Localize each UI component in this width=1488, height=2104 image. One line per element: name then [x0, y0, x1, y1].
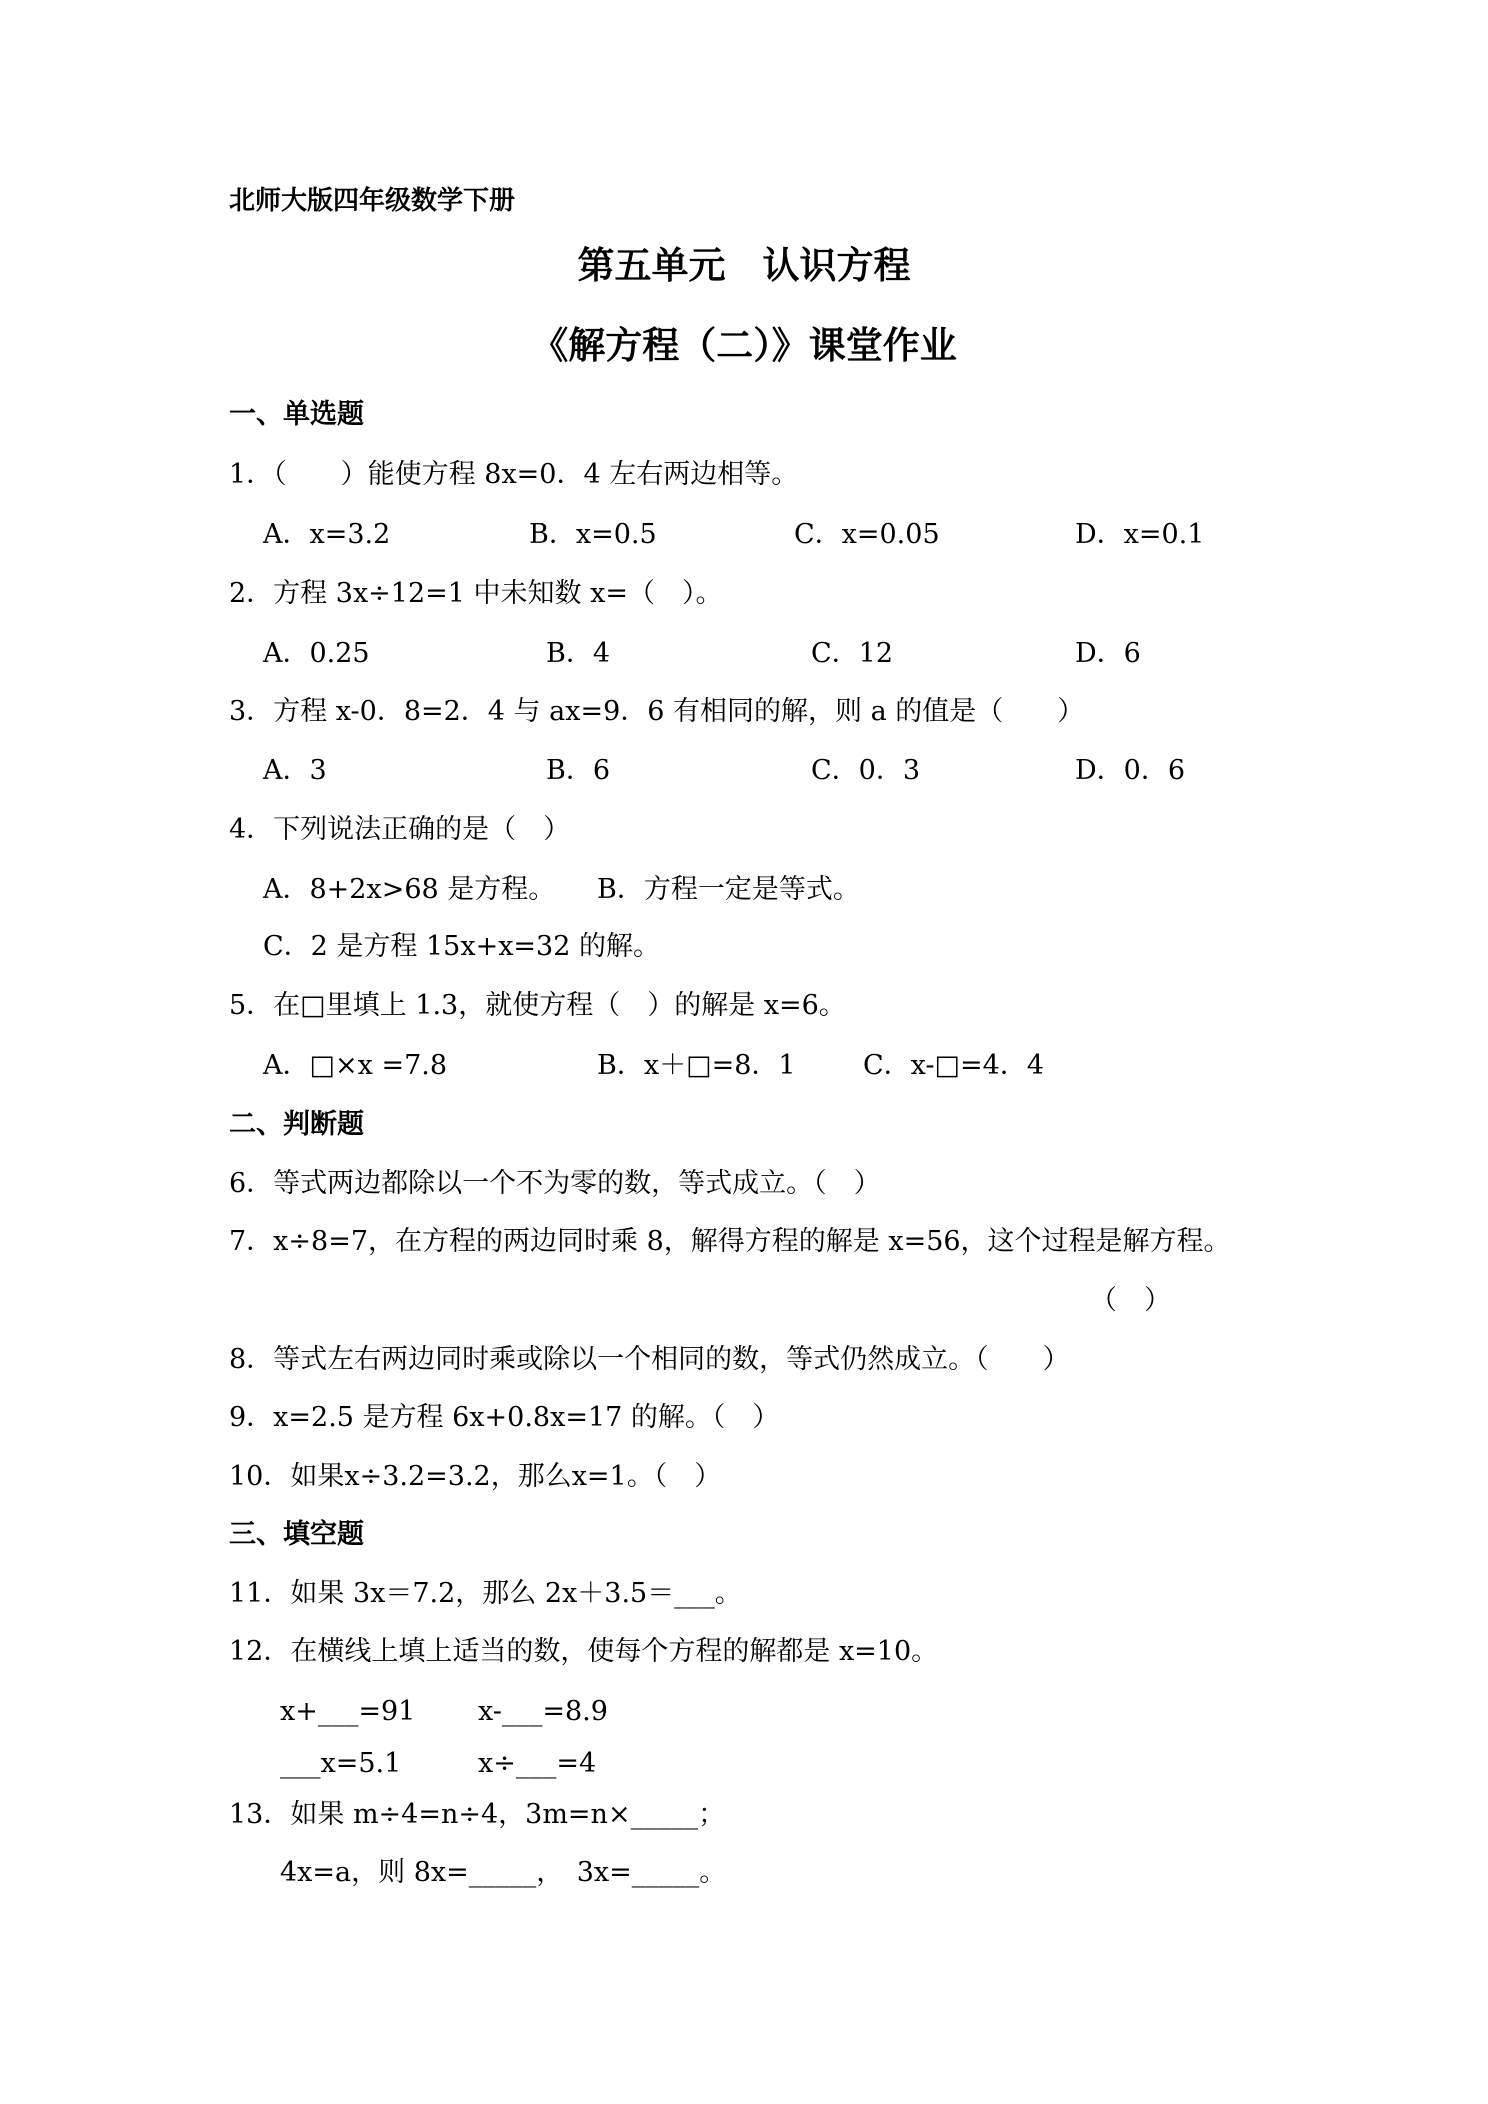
question-12-item-1[interactable]: x+___=91	[280, 1696, 416, 1727]
question-2-option-d[interactable]: D．6	[1075, 638, 1141, 669]
question-1-option-a[interactable]: A．x=3.2	[263, 519, 391, 550]
question-4-option-b[interactable]: B．方程一定是等式。	[597, 874, 860, 905]
question-7-stem: 7．x÷8=7，在方程的两边同时乘 8，解得方程的解是 x=56，这个过程是解方程。	[229, 1226, 1231, 1257]
section-title-fill-blank: 三、填空题	[229, 1519, 364, 1550]
question-1-option-b[interactable]: B．x=0.5	[529, 519, 657, 550]
question-6-stem: 6．等式两边都除以一个不为零的数，等式成立。（ ）	[229, 1168, 881, 1199]
question-2-option-c[interactable]: C．12	[811, 638, 894, 669]
series-label: 北师大版四年级数学下册	[229, 186, 516, 216]
question-3-option-a[interactable]: A．3	[263, 755, 327, 786]
question-5-option-c[interactable]: C．x-□=4．4	[863, 1050, 1045, 1081]
question-12-item-4[interactable]: x÷___=4	[478, 1748, 597, 1779]
question-11-stem: 11．如果 3x＝7.2，那么 2x＋3.5＝___。	[229, 1578, 742, 1609]
section-title-true-false: 二、判断题	[229, 1109, 364, 1140]
question-1-option-c[interactable]: C．x=0.05	[794, 519, 940, 550]
question-7-answer-paren[interactable]: （ ）	[1090, 1285, 1171, 1316]
question-12-stem: 12．在横线上填上适当的数，使每个方程的解都是 x=10。	[229, 1636, 939, 1667]
question-5-stem: 5．在□里填上 1.3，就使方程（ ）的解是 x=6。	[229, 990, 846, 1021]
unit-title: 第五单元 认识方程	[577, 244, 911, 287]
question-8-stem: 8．等式左右两边同时乘或除以一个相同的数，等式仍然成立。（ ）	[229, 1344, 1070, 1375]
question-4-option-a[interactable]: A．8+2x>68 是方程。	[263, 874, 556, 905]
question-4-option-c[interactable]: C．2 是方程 15x+x=32 的解。	[263, 931, 660, 962]
question-13-line-2: 4x=a，则 8x=_____， 3x=_____。	[280, 1857, 727, 1888]
question-1-option-d[interactable]: D．x=0.1	[1075, 519, 1205, 550]
question-12-item-2[interactable]: x-___=8.9	[478, 1696, 608, 1727]
lesson-title: 《解方程（二）》课堂作业	[531, 324, 957, 367]
question-3-stem: 3．方程 x-0．8=2．4 与 ax=9．6 有相同的解，则 a 的值是（ ）	[229, 696, 1085, 727]
question-3-option-c[interactable]: C．0．3	[811, 755, 921, 786]
question-3-option-d[interactable]: D．0．6	[1075, 755, 1186, 786]
question-2-stem: 2．方程 3x÷12=1 中未知数 x=（ ）。	[229, 578, 723, 609]
question-4-stem: 4．下列说法正确的是（ ）	[229, 814, 571, 845]
question-9-stem: 9．x=2.5 是方程 6x+0.8x=17 的解。（ ）	[229, 1402, 780, 1433]
question-5-option-a[interactable]: A．□×x =7.8	[263, 1050, 448, 1081]
question-5-option-b[interactable]: B．x＋□=8．1	[597, 1050, 796, 1081]
section-title-single-choice: 一、单选题	[229, 399, 364, 430]
question-10-stem: 10．如果x÷3.2=3.2，那么x=1。（ ）	[229, 1461, 722, 1492]
question-12-item-3[interactable]: ___x=5.1	[280, 1748, 402, 1779]
question-1-stem: 1．（ ）能使方程 8x=0．4 左右两边相等。	[229, 459, 799, 490]
question-2-option-b[interactable]: B．4	[546, 638, 611, 669]
question-3-option-b[interactable]: B．6	[546, 755, 611, 786]
question-2-option-a[interactable]: A．0.25	[263, 638, 370, 669]
question-13-stem: 13．如果 m÷4=n÷4，3m=n×_____；	[229, 1799, 726, 1830]
